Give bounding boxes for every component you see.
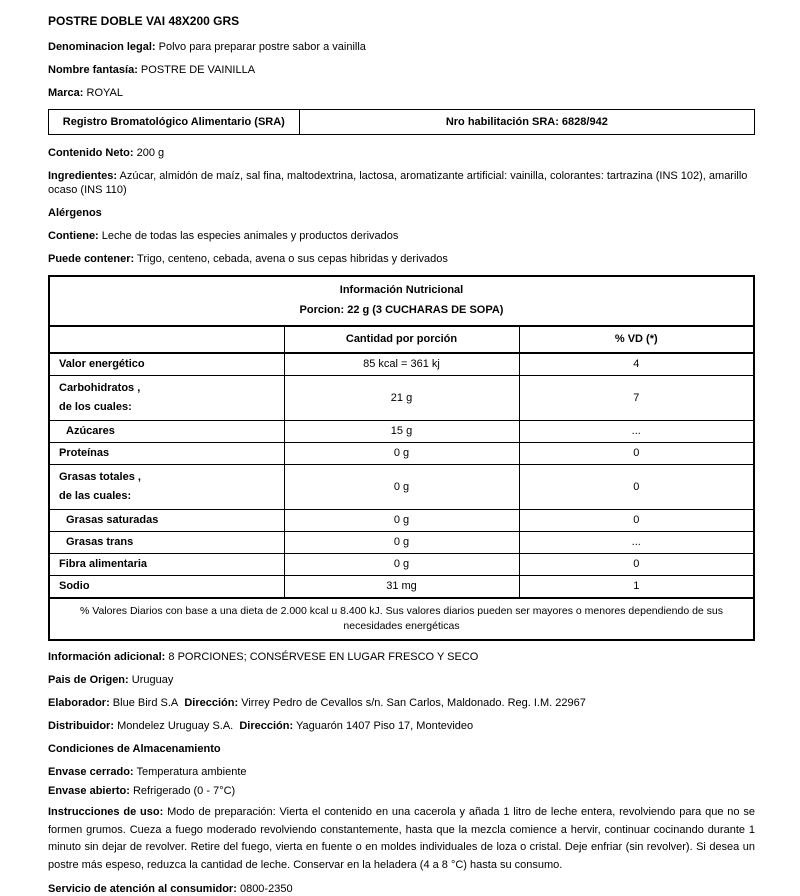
registry-row xyxy=(49,110,755,135)
field-label-direccion: Dirección: xyxy=(184,697,239,709)
nutrition-row-azucares xyxy=(49,421,754,443)
field-ingredientes xyxy=(48,169,755,197)
nutrition-row-proteinas xyxy=(49,443,754,465)
row-vd: 0 xyxy=(519,443,754,465)
nutrition-row-sodio xyxy=(49,576,754,599)
field-value: 200 g xyxy=(136,147,165,159)
field-value: Leche de todas las especies animales y productos derivados xyxy=(101,230,399,242)
field-instrucciones-uso xyxy=(48,804,755,874)
field-value: ROYAL xyxy=(86,87,124,99)
field-label: Nombre fantasía: xyxy=(48,64,138,76)
nutrition-footnote: % Valores Diarios con base a una dieta de 2.000 kcal u 8.400 kJ. Sus valores diarios pueden ser mayores o menores dependiendo de sus necesidades energéticas xyxy=(49,598,754,640)
field-value: Blue Bird S.A xyxy=(112,697,179,709)
field-envase-cerrado xyxy=(48,765,755,779)
condiciones-heading: Condiciones de Almacenamiento xyxy=(48,743,221,755)
field-value-direccion: Yaguarón 1407 Piso 17, Montevideo xyxy=(296,720,474,732)
nutrition-row-grasas-trans xyxy=(49,532,754,554)
row-name xyxy=(49,376,284,421)
field-marca xyxy=(48,86,755,100)
registry-table xyxy=(48,109,755,135)
field-label: Puede contener: xyxy=(48,253,135,265)
field-envase-abierto xyxy=(48,784,755,798)
registry-cell-right: Nro habilitación SRA: 6828/942 xyxy=(299,110,754,135)
field-servicio-atencion xyxy=(48,882,755,896)
row-name: Azúcares xyxy=(49,421,284,443)
row-name-line2: de las cuales: xyxy=(59,490,132,502)
field-value: Mondelez Uruguay S.A. xyxy=(117,720,234,732)
field-contiene xyxy=(48,229,755,243)
nutrition-row-valor-energetico xyxy=(49,353,754,376)
nutrition-row-grasas-saturadas xyxy=(49,510,754,532)
field-label: Distribuidor: xyxy=(48,720,114,732)
field-value: Temperatura ambiente xyxy=(136,766,247,778)
field-label: Marca: xyxy=(48,87,84,99)
row-name-line1: Grasas totales , xyxy=(59,471,141,483)
field-label: Pais de Origen: xyxy=(48,674,129,686)
nutrition-row-carbohidratos xyxy=(49,376,754,421)
alergenos-heading: Alérgenos xyxy=(48,207,102,219)
field-value: Refrigerado (0 - 7°C) xyxy=(132,785,236,797)
row-qty: 0 g xyxy=(284,554,519,576)
field-label: Envase abierto: xyxy=(48,785,130,797)
row-name: Grasas trans xyxy=(49,532,284,554)
column-header-qty: Cantidad por porción xyxy=(284,326,519,353)
nutrition-title-row xyxy=(49,276,754,326)
row-qty: 21 g xyxy=(284,376,519,421)
nutrition-column-header-row xyxy=(49,326,754,353)
row-qty: 85 kcal = 361 kj xyxy=(284,353,519,376)
field-label: Elaborador: xyxy=(48,697,110,709)
row-name: Proteínas xyxy=(49,443,284,465)
field-info-adicional xyxy=(48,650,755,664)
field-contenido-neto xyxy=(48,146,755,160)
field-value: Modo de preparación: Vierta el contenido en una cacerola y añada 1 litro de leche entera, revolviendo para que no se formen grumos. Cueza a fuego moderado revolviendo constantemente, hasta que la mezcla comience a hervir, continuar cocinando durante 1 minuto sin dejar de revolver. Retire del fuego, vierta en fuente o en moldes individuales de loza o cristal. Deje enfriar (sin revolver). Si desea un postre más espeso, reduzca la cantidad de leche. Conservar en la heladera (4 a 8 °C) hasta su consumo. xyxy=(48,806,755,871)
field-elaborador xyxy=(48,696,755,710)
row-qty: 31 mg xyxy=(284,576,519,599)
row-vd: 4 xyxy=(519,353,754,376)
row-vd: 0 xyxy=(519,554,754,576)
row-vd: 1 xyxy=(519,576,754,599)
row-qty: 0 g xyxy=(284,443,519,465)
field-value: Uruguay xyxy=(131,674,174,686)
nutrition-row-grasas-totales xyxy=(49,465,754,510)
field-label: Ingredientes: xyxy=(48,170,118,182)
field-value-direccion: Virrey Pedro de Cevallos s/n. San Carlos, Maldonado. Reg. I.M. 22967 xyxy=(241,697,586,709)
page-title: POSTRE DOBLE VAI 48X200 GRS xyxy=(48,14,240,28)
row-qty: 15 g xyxy=(284,421,519,443)
field-distribuidor xyxy=(48,719,755,733)
field-label: Información adicional: xyxy=(48,651,166,663)
nutrition-row-fibra-alimentaria xyxy=(49,554,754,576)
nutrition-title: Información Nutricional xyxy=(339,284,464,296)
row-qty: 0 g xyxy=(284,465,519,510)
row-name: Sodio xyxy=(49,576,284,599)
field-label: Envase cerrado: xyxy=(48,766,134,778)
row-vd: 0 xyxy=(519,510,754,532)
field-label: Contiene: xyxy=(48,230,99,242)
row-name: Fibra alimentaria xyxy=(49,554,284,576)
field-value: Azúcar, almidón de maíz, sal fina, maltodextrina, lactosa, aromatizante artificial: vainilla, colorantes: tartrazina (INS 102), amarillo ocaso (INS 110) xyxy=(48,170,748,196)
row-vd: ... xyxy=(519,421,754,443)
column-header-blank xyxy=(49,326,284,353)
row-name xyxy=(49,465,284,510)
field-value: 8 PORCIONES; CONSÉRVESE EN LUGAR FRESCO Y SECO xyxy=(168,651,479,663)
field-value: Trigo, centeno, cebada, avena o sus cepas hibridas y derivados xyxy=(137,253,448,265)
row-qty: 0 g xyxy=(284,532,519,554)
row-name-line2: de los cuales: xyxy=(59,401,132,413)
nutrition-footnote-row xyxy=(49,598,754,640)
registry-cell-left: Registro Bromatológico Alimentario (SRA) xyxy=(49,110,300,135)
field-value: Polvo para preparar postre sabor a vainilla xyxy=(158,41,366,53)
row-vd: 7 xyxy=(519,376,754,421)
row-name: Valor energético xyxy=(49,353,284,376)
field-label: Servicio de atención al consumidor: xyxy=(48,883,237,895)
row-name-line1: Carbohidratos , xyxy=(59,382,141,394)
nutrition-title-cell xyxy=(49,276,754,326)
nutrition-portion: Porcion: 22 g (3 CUCHARAS DE SOPA) xyxy=(299,304,504,316)
field-label: Instrucciones de uso: xyxy=(48,806,164,818)
row-vd: ... xyxy=(519,532,754,554)
field-denominacion-legal xyxy=(48,40,755,54)
field-value: 0800-2350 xyxy=(239,883,293,895)
field-nombre-fantasia xyxy=(48,63,755,77)
field-label: Denominacion legal: xyxy=(48,41,156,53)
field-puede-contener xyxy=(48,252,755,266)
row-vd: 0 xyxy=(519,465,754,510)
column-header-vd: % VD (*) xyxy=(519,326,754,353)
nutrition-table xyxy=(48,275,755,641)
field-label-direccion: Dirección: xyxy=(239,720,294,732)
row-qty: 0 g xyxy=(284,510,519,532)
field-value: POSTRE DE VAINILLA xyxy=(140,64,256,76)
row-name: Grasas saturadas xyxy=(49,510,284,532)
field-pais-origen xyxy=(48,673,755,687)
field-label: Contenido Neto: xyxy=(48,147,134,159)
